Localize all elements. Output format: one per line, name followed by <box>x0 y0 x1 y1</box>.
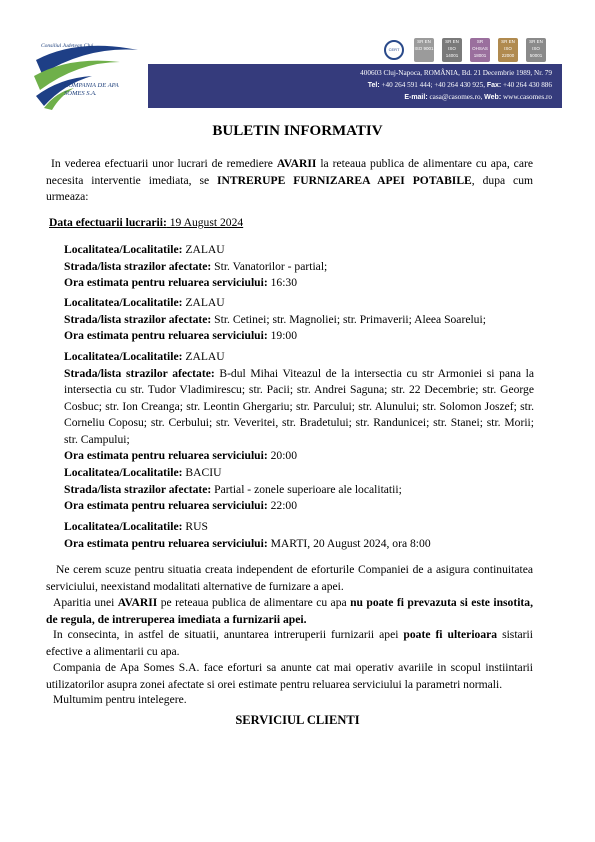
locality-line <box>64 465 534 482</box>
avarii-text-1: Aparitia unei <box>53 596 118 609</box>
time-value: 20:00 <box>267 449 298 462</box>
document-title: BULETIN INFORMATIV <box>212 123 383 139</box>
intro-interruption: INTRERUPE FURNIZAREA APEI POTABILE <box>217 173 472 187</box>
cert-round-badge-icon: CERT <box>384 40 404 60</box>
intro-paragraph <box>46 156 533 206</box>
council-label: Consiliul Judetean Cluj <box>41 43 94 49</box>
time-label: Ora estimata pentru reluarea serviciului: <box>64 329 268 342</box>
time-line <box>64 448 534 465</box>
intro-text-1: In vederea efectuarii unor lucrari de remediere <box>51 157 277 170</box>
streets-label: Strada/lista strazilor afectate: <box>64 482 212 496</box>
logo-line-2: SOMES S.A. <box>64 90 97 97</box>
interruption-block <box>64 349 534 465</box>
locality-value: ZALAU <box>182 296 225 309</box>
fax-value: +40 264 430 886 <box>503 81 552 89</box>
work-date <box>49 215 243 232</box>
consequence-bold: poate fi ulterioara <box>403 628 498 641</box>
avarii-paragraph <box>46 595 533 628</box>
date-label: Data efectuarii lucrarii: <box>49 216 167 229</box>
fax-label: Fax: <box>486 82 502 89</box>
company-logo <box>30 30 150 110</box>
time-label: Ora estimata pentru reluarea serviciului: <box>64 499 268 512</box>
thanks-paragraph: Multumim pentru intelegere. <box>53 693 187 706</box>
locality-line <box>64 519 534 536</box>
time-value: 22:00 <box>267 499 298 512</box>
cert-badge-icon: SR EN ISO 9001 <box>414 38 434 62</box>
avarii-bold-1: AVARII <box>117 596 158 609</box>
cert-badge-icon: SR OHSAS 18001 <box>470 38 490 62</box>
date-value: 19 August 2024 <box>166 216 244 229</box>
cert-badge-icon: SR EN ISO 14001 <box>442 38 462 62</box>
web-value[interactable]: www.casomes.ro <box>502 93 552 101</box>
phone-line <box>368 81 552 89</box>
logo-wordmark <box>64 82 119 98</box>
streets-line <box>64 366 534 449</box>
streets-value: Str. Vanatorilor - partial; <box>211 259 328 273</box>
address-line: 400603 Cluj-Napoca, ROMÂNIA, Bd. 21 Decembrie 1989, Nr. 79 <box>360 69 552 77</box>
contact-bar <box>148 64 562 108</box>
time-value: MARTI, 20 August 2024, ora 8:00 <box>267 536 431 550</box>
signature-department: SERVICIUL CLIENTI <box>235 713 360 727</box>
time-label: Ora estimata pentru reluarea serviciului: <box>64 276 268 289</box>
locality-value: BACIU <box>182 466 222 479</box>
cert-badge-icon: SR EN ISO 22000 <box>498 38 518 62</box>
streets-line <box>64 312 534 329</box>
streets-value: B-dul Mihai Viteazul de la intersectia cu str Armoniei si pana la intersectia cu str. Tudor Vladimirescu; str. Pacii; str. Andrei Saguna; str. 22 Decembrie; str. George Cosbuc; str. Ion Creanga; str. Leontin Ghergariu; str. Parcului; str. Alunului; str. Solomon Joszef; str. Corneliu Coposu; str. Cerbului; str. Veveritei, str. Bradetului; str. Randunicei; str. Stanei; str. Morii; str. Campului; <box>64 366 534 446</box>
streets-line <box>64 482 534 499</box>
streets-label: Strada/lista strazilor afectate: <box>64 312 212 326</box>
streets-line <box>64 259 534 276</box>
interruption-block <box>64 465 534 515</box>
cert-badge-icon: SR EN ISO 50001 <box>526 38 546 62</box>
time-line <box>64 275 534 292</box>
consequence-text-2: sistarii efective a alimentarii cu apa. <box>46 628 533 658</box>
locality-label: Localitatea/Localitatile: <box>64 466 183 479</box>
time-value: 16:30 <box>267 276 298 289</box>
interruption-block <box>64 242 534 292</box>
consequence-text-1: In consecinta, in astfel de situatii, anuntarea intreruperii furnizarii apei <box>53 628 404 641</box>
apology-paragraph: Ne cerem scuze pentru situatia creata independent de eforturile Companiei de a asigura continuitatea serviciului, neexistand modalitati alternative de furnizare a apei. <box>46 563 533 593</box>
email-web-line <box>404 93 552 101</box>
consequence-paragraph <box>46 627 533 660</box>
email-value[interactable]: casa@casomes.ro, <box>429 93 483 101</box>
avarii-text-2: pe reteaua publica de alimentare cu apa <box>157 596 351 609</box>
time-label: Ora estimata pentru reluarea serviciului: <box>64 449 268 462</box>
time-line <box>64 328 534 345</box>
locality-value: RUS <box>182 520 208 533</box>
logo-swoosh-icon <box>30 30 150 110</box>
streets-label: Strada/lista strazilor afectate: <box>64 259 212 273</box>
locality-value: ZALAU <box>182 350 225 363</box>
intro-text-2: la reteaua publica de alimentare cu apa, care necesita interventie imediata, se <box>46 157 533 187</box>
locality-label: Localitatea/Localitatile: <box>64 520 183 533</box>
locality-line <box>64 242 534 259</box>
avarii-bold-2: nu poate fi prevazuta si este insotita, de regula, de intreruperea imediata a furnizarii apei. <box>46 596 533 626</box>
locality-line <box>64 295 534 312</box>
intro-text-3: , dupa cum urmeaza: <box>46 173 534 203</box>
email-label: E-mail: <box>404 94 428 101</box>
locality-label: Localitatea/Localitatile: <box>64 350 183 363</box>
locality-label: Localitatea/Localitatile: <box>64 296 183 309</box>
interruption-block <box>64 295 534 345</box>
streets-label: Strada/lista strazilor afectate: <box>64 366 215 380</box>
interruption-block <box>64 519 534 552</box>
tel-label: Tel: <box>367 82 380 89</box>
locality-label: Localitatea/Localitatile: <box>64 243 183 256</box>
streets-value: Partial - zonele superioare ale localitatii; <box>211 482 402 496</box>
time-value: 19:00 <box>267 329 298 342</box>
intro-avarii: AVARII <box>276 157 317 170</box>
locality-line <box>64 349 534 366</box>
streets-value: Str. Cetinei; str. Magnoliei; str. Primaverii; Aleea Soarelui; <box>211 312 486 326</box>
letterhead <box>30 30 562 110</box>
time-label: Ora estimata pentru reluarea serviciului: <box>64 536 268 550</box>
effort-paragraph: Compania de Apa Somes S.A. face eforturi sa anunte cat mai operativ avariile in scopul instiintarii utilizatorilor asupra zonei afectate si orei estimate pentru reluarea serviciului la parametri normali. <box>46 661 533 691</box>
logo-line-1: COMPANIA DE APA <box>64 82 119 89</box>
certification-badges <box>384 38 556 66</box>
tel-value: +40 264 591 444; +40 264 430 925, <box>381 81 486 89</box>
time-line <box>64 536 534 553</box>
web-label: Web: <box>484 94 502 101</box>
locality-value: ZALAU <box>182 243 225 256</box>
time-line <box>64 498 534 515</box>
